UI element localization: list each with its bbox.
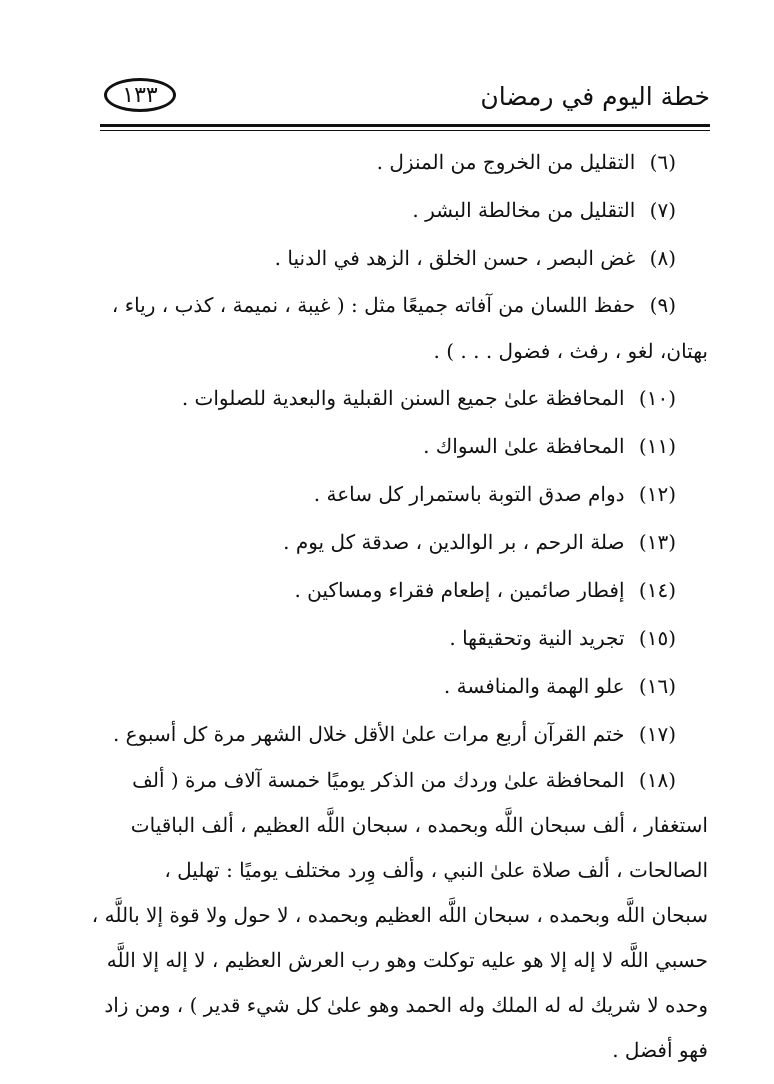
item-number: (٧) <box>649 198 676 222</box>
item-number: (١٤) <box>638 578 676 602</box>
item-text: إفطار صائمين ، إطعام فقراء ومساكين . <box>294 578 625 602</box>
item-number: (١٥) <box>638 626 676 650</box>
list-item <box>104 614 708 662</box>
item-number: (٩) <box>649 293 676 317</box>
item-number: (٨) <box>649 246 676 270</box>
page-number: ١٣٣ <box>104 78 176 112</box>
item-number: (١٨) <box>638 768 676 792</box>
item-text-line: وحده لا شريك له له الملك وله الحمد وهو علىٰ كل شيء قدير ) ، ومن زاد <box>104 993 708 1017</box>
item-number: (١٦) <box>638 674 676 698</box>
running-title: خطة اليوم في رمضان <box>480 82 710 111</box>
page-body <box>91 138 708 1073</box>
item-number: (١٢) <box>638 482 676 506</box>
item-text: علو الهمة والمنافسة . <box>443 674 625 698</box>
list-item <box>104 710 708 758</box>
item-text-line: فهو أفضل . <box>612 1038 708 1062</box>
item-number: (١١) <box>638 434 676 458</box>
list-item <box>104 518 708 566</box>
list-item <box>104 282 708 374</box>
item-text: التقليل من الخروج من المنزل . <box>376 150 636 174</box>
item-text-line: الصالحات ، ألف صلاة علىٰ النبي ، وألف وِرد مختلف يوميًا : تهليل ، <box>164 858 708 882</box>
item-text-line: سبحان اللَّه وبحمده ، سبحان اللَّه العظيم وبحمده ، لا حول ولا قوة إلا باللَّه ، <box>91 903 708 927</box>
list-item <box>104 470 708 518</box>
item-text: صلة الرحم ، بر الوالدين ، صدقة كل يوم . <box>283 530 625 554</box>
list-item <box>104 374 708 422</box>
list-item <box>104 186 708 234</box>
item-text: غض البصر ، حسن الخلق ، الزهد في الدنيا . <box>274 246 636 270</box>
header-rule-thick <box>100 124 710 127</box>
item-text: حفظ اللسان من آفاته جميعًا مثل : ( غيبة ، نميمة ، كذب ، رياء ، <box>111 293 636 317</box>
item-number: (١٣) <box>638 530 676 554</box>
item-text-line: حسبي اللَّه لا إله إلا هو عليه توكلت وهو رب العرش العظيم ، لا إله إلا اللَّه <box>106 948 708 972</box>
header-rule-thin <box>100 130 710 131</box>
item-text: المحافظة علىٰ وردك من الذكر يوميًا خمسة آلاف مرة ( ألف <box>132 768 625 792</box>
list-item <box>104 138 708 186</box>
item-number: (٦) <box>649 150 676 174</box>
item-text-continued: بهتان، لغو ، رفث ، فضول . . . ) . <box>433 339 708 363</box>
item-text: المحافظة علىٰ جميع السنن القبلية والبعدية للصلوات . <box>181 386 625 410</box>
list-item <box>104 662 708 710</box>
item-number: (١٠) <box>638 386 676 410</box>
item-text: تجريد النية وتحقيقها . <box>449 626 625 650</box>
item-number: (١٧) <box>638 722 676 746</box>
item-text: دوام صدق التوبة باستمرار كل ساعة . <box>313 482 625 506</box>
list-item <box>104 234 708 282</box>
item-text: ختم القرآن أربع مرات علىٰ الأقل خلال الشهر مرة كل أسبوع . <box>112 722 625 746</box>
item-text-line: استغفار ، ألف سبحان اللَّه وبحمده ، سبحان اللَّه العظيم ، ألف الباقيات <box>130 813 708 837</box>
page-header <box>100 72 710 122</box>
list-item <box>91 758 708 1073</box>
item-text: المحافظة علىٰ السواك . <box>423 434 625 458</box>
list-item <box>104 422 708 470</box>
list-item <box>104 566 708 614</box>
item-text: التقليل من مخالطة البشر . <box>412 198 636 222</box>
